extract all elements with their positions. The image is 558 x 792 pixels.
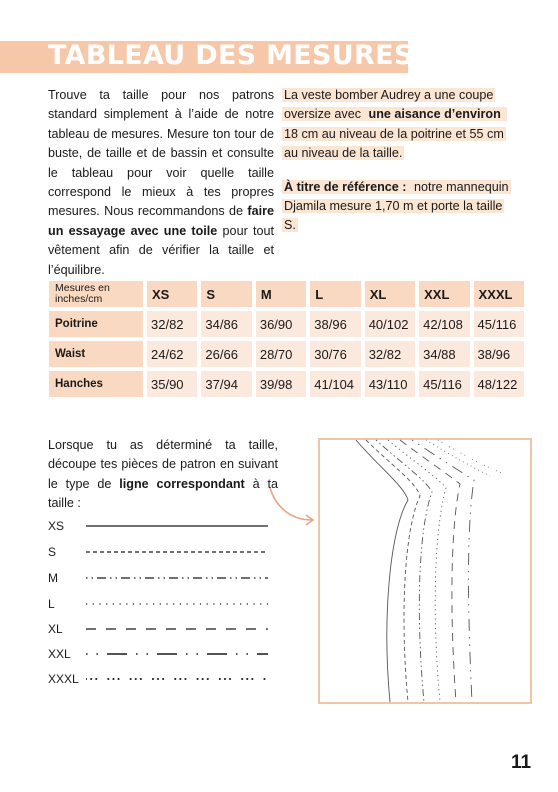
cutting-bold: ligne correspondant [119,476,245,491]
legend-row-xs [48,519,288,533]
table-cell: 45/116 [419,371,469,397]
legend-row-xxl [48,647,288,661]
intro-left-paragraph [48,86,274,280]
dashed-line-icon [86,545,286,559]
table-cell: 39/98 [256,371,306,397]
legend-label: XS [48,519,65,533]
table-cell: 37/94 [201,371,251,397]
table-cell: 34/86 [201,311,251,337]
intro-left-bold: faire un essayage avec une toile [48,204,274,238]
dot-dash-dot-line-icon [86,647,286,661]
table-cell: 36/90 [256,311,306,337]
reference-text: notre mannequin Djamila mesure 1,70 m et porte la taille S. [284,179,509,233]
fit-paragraph [282,86,518,164]
size-header: L [310,281,360,307]
solid-line-icon [86,519,286,533]
reference-bold: À titre de référence : [284,179,407,194]
table-cell: 26/66 [201,341,251,367]
legend-label: M [48,571,58,585]
intro-right-block [282,86,518,236]
row-label: Hanches [49,371,143,397]
dash-dot-line-icon [86,571,286,585]
size-chart-table [45,277,528,401]
table-cell: 43/110 [365,371,415,397]
legend-label: L [48,597,55,611]
table-row [49,341,524,367]
intro-left-text-2: pour tout vêtement afin de vérifier la taille et l’équilibre. [48,223,274,277]
legend-label: S [48,545,57,559]
size-header: S [201,281,251,307]
intro-left-text-1: Trouve ta taille pour nos patrons standard simplement à l’aide de notre tableau de mesures. Mesure ton tour de buste, de taille et de bassin et consulte le tableau pour voir quelle taille correspond le mieux à tes propres mesures. Nous recommandons de [48,88,274,219]
fit-text-2: 18 cm au niveau de la poitrine et 55 cm au niveau de la taille. [282,107,507,160]
curved-arrow-icon [268,486,320,530]
table-cell: 38/96 [310,311,360,337]
double-dot-line-icon [86,672,286,686]
size-header: XS [147,281,197,307]
cutting-instructions [48,436,278,514]
legend-row-m [48,571,288,585]
legend-label: XXL [48,647,71,661]
table-cell: 41/104 [310,371,360,397]
corner-label: Mesures en inches/cm [49,281,143,307]
table-row [49,371,524,397]
table-cell: 40/102 [365,311,415,337]
size-header: XXXL [474,281,524,307]
table-cell: 32/82 [147,311,197,337]
cutting-text-2: à ta taille : [48,476,278,511]
cutting-text-1: Lorsque tu as déterminé ta taille, découpe tes pièces de patron en suivant le type de [48,438,278,491]
reference-paragraph [282,178,518,236]
legend-row-l [48,597,288,611]
table-cell: 24/62 [147,341,197,367]
table-cell: 30/76 [310,341,360,367]
long-dash-line-icon [86,622,286,636]
table-row [49,311,524,337]
size-header: XL [365,281,415,307]
table-cell: 28/70 [256,341,306,367]
fit-text-1: La veste bomber Audrey a une coupe oversize avec [284,88,494,122]
legend-label: XL [48,622,63,636]
table-cell: 38/96 [474,341,524,367]
dotted-line-icon [86,597,286,611]
legend-row-xxxl [48,672,288,686]
legend-row-xl [48,622,288,636]
table-cell: 35/90 [147,371,197,397]
legend-label: XXXL [48,672,79,686]
page-number: 11 [511,752,532,773]
page-title: TABLEAU DES MESURES [48,40,414,71]
pattern-lines-illustration [318,438,532,704]
table-cell: 32/82 [365,341,415,367]
table-cell: 45/116 [474,311,524,337]
table-cell: 34/88 [419,341,469,367]
size-header: XXL [419,281,469,307]
table-header-row [49,281,524,307]
row-label: Waist [49,341,143,367]
table-cell: 42/108 [419,311,469,337]
row-label: Poitrine [49,311,143,337]
fit-bold: une aisance d’environ [368,107,501,122]
legend-row-s [48,545,288,559]
table-cell: 48/122 [474,371,524,397]
size-header: M [256,281,306,307]
